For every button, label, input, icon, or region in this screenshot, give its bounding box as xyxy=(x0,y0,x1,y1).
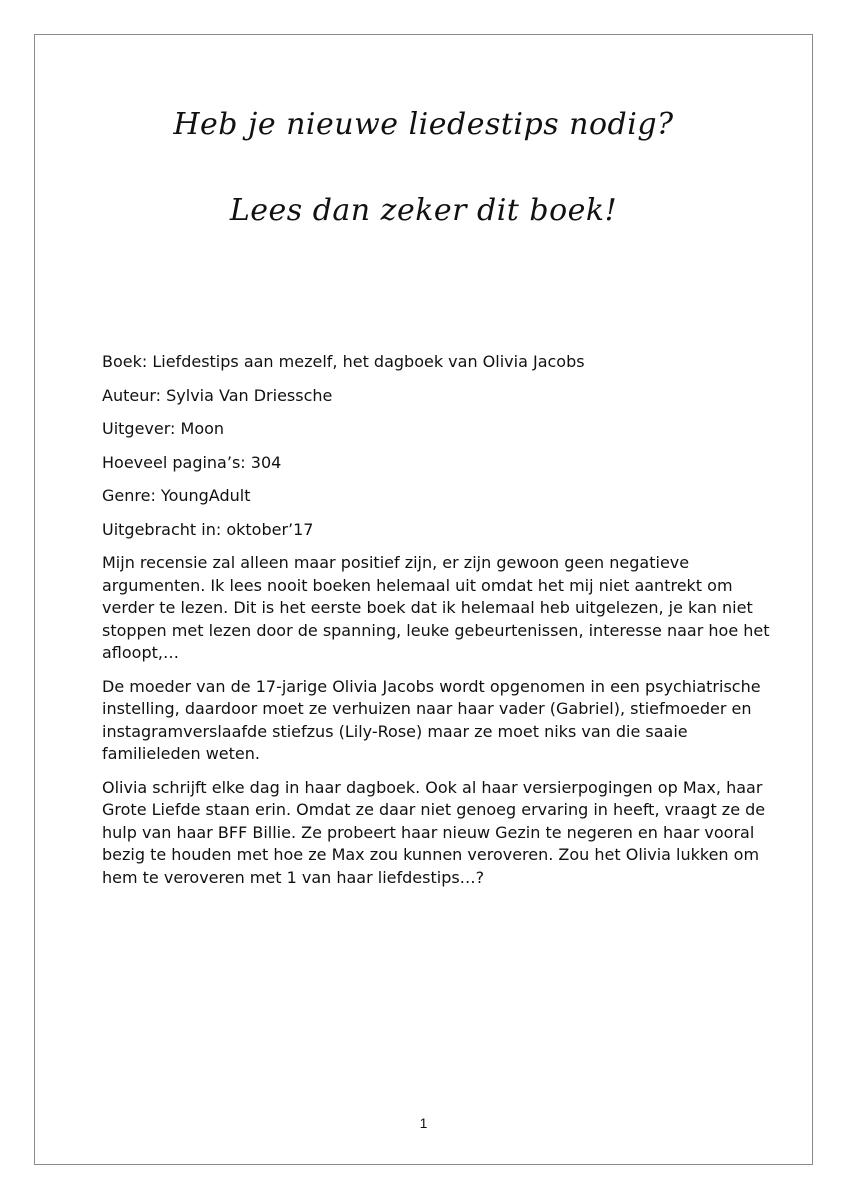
title-line-2: Lees dan zeker dit boek! xyxy=(229,193,618,228)
meta-publisher: Uitgever: Moon xyxy=(102,419,225,438)
page-number: 1 xyxy=(419,1115,428,1131)
title-block xyxy=(35,105,812,231)
document-page xyxy=(34,34,813,1165)
document-body xyxy=(102,351,782,900)
paragraph-review: Mijn recensie zal alleen maar positief zijn, er zijn gewoon geen negatieve argumenten. Ik lees nooit boeken helemaal uit omdat het mij niet aantrekt om verder te lezen. Dit is het eerste boek dat ik helemaal heb uitgelezen, je kan niet stoppen met lezen door de spanning, leuke gebeurtenissen, interesse naar hoe het afloopt,… xyxy=(102,553,770,662)
meta-released: Uitgebracht in: oktober’17 xyxy=(102,519,314,539)
meta-book: Boek: Liefdestips aan mezelf, het dagboek van Olivia Jacobs xyxy=(102,352,585,371)
meta-genre: Genre: YoungAdult xyxy=(102,486,251,505)
meta-pages: Hoeveel pagina’s: 304 xyxy=(102,452,282,472)
paragraph-summary: De moeder van de 17-jarige Olivia Jacobs wordt opgenomen in een psychiatrische instelling, daardoor moet ze verhuizen naar haar vader (Gabriel), stiefmoeder en instagramverslaafde stiefzus (Lily-Rose) maar ze moet niks van die saaie familieleden weten. xyxy=(102,676,761,763)
paragraph-plot: Olivia schrijft elke dag in haar dagboek. Ook al haar versierpogingen op Max, haar Grote Liefde staan erin. Omdat ze daar niet genoeg ervaring in heeft, vraagt ze de hulp van haar BFF Billie. Ze probeert haar nieuw Gezin te negeren en haar vooral bezig te houden met hoe ze Max zou kunnen veroveren. Zou het Olivia lukken om hem te veroveren met 1 van haar liefdestips…? xyxy=(102,777,766,887)
title-line-1: Heb je nieuwe liedestips nodig? xyxy=(173,107,674,142)
meta-author: Auteur: Sylvia Van Driessche xyxy=(102,385,333,405)
